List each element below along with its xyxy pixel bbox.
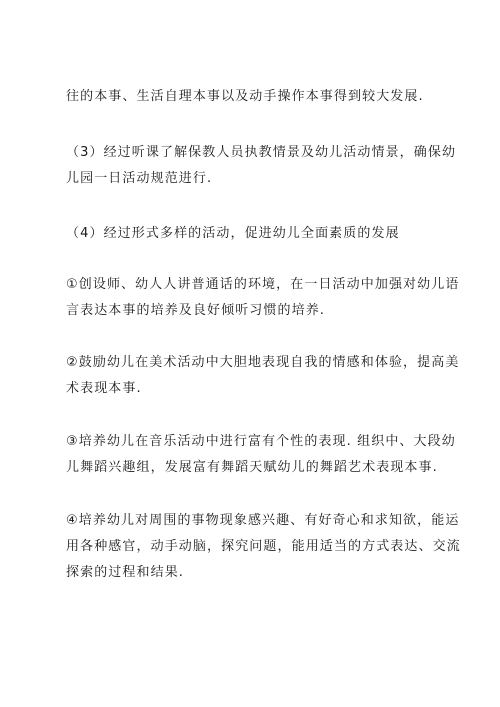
text-line: 往的本事、生活自理本事以及动手操作本事得到较大发展.	[66, 89, 424, 104]
text-line: （4）经过形式多样的活动，促进幼儿全面素质的发展	[66, 226, 400, 241]
paragraph-point-2	[66, 350, 460, 402]
paragraph-point-1	[66, 272, 460, 324]
text-line: 探索的过程和结果.	[66, 565, 185, 580]
text-line: ④培养幼儿对周围的事物现象感兴趣、有好奇心和求知欲，能运	[66, 513, 460, 528]
text-line: ②鼓励幼儿在美术活动中大胆地表现自我的情感和体验，提高美	[66, 355, 460, 370]
text-line: ①创设师、幼人人讲普通话的环境，在一日活动中加强对幼儿语	[66, 277, 460, 292]
paragraph-point-4	[66, 508, 461, 586]
text-line: 儿舞蹈兴趣组，发展富有舞蹈天赋幼儿的舞蹈艺术表现本事.	[66, 460, 438, 475]
paragraph-continuation	[66, 84, 446, 110]
text-line: （3）经过听课了解保教人员执教情景及幼儿活动情景，确保幼	[66, 145, 457, 160]
paragraph-point-3	[66, 429, 456, 481]
text-line: 用各种感官，动手动脑，探究问题，能用适当的方式表达、交流	[66, 539, 461, 554]
text-line: 言表达本事的培养及良好倾听习惯的培养.	[66, 303, 326, 318]
text-line: 术表现本事.	[66, 381, 142, 396]
text-line: ③培养幼儿在音乐活动中进行富有个性的表现. 组织中、大段幼	[66, 434, 456, 449]
text-line: 儿园一日活动规范进行.	[66, 171, 213, 186]
paragraph-item-3	[66, 140, 457, 192]
paragraph-item-4	[66, 221, 446, 247]
